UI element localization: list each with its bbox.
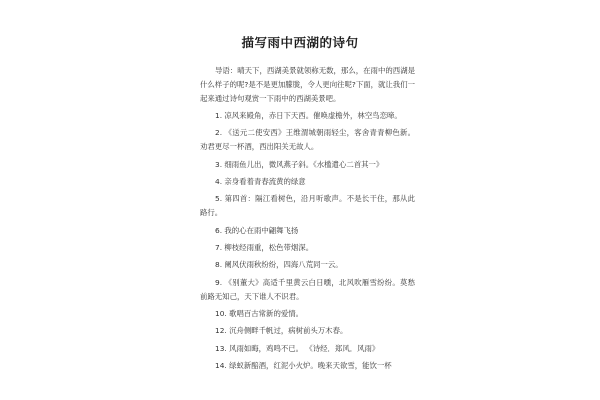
poem-line-13: 13. 风雨如晦，鸡鸣不已。 《诗经．郑风．风雨》 <box>215 343 380 353</box>
poem-line-9: 9. 《别董大》高适千里黄云白日曛，北风吹雁雪纷纷。莫愁前路无知己，天下谁人不识君。 <box>200 277 415 301</box>
poem-line-10: 10. 歌唱百古常新的爱情。 <box>215 308 304 318</box>
poem-line-3: 3. 细雨鱼儿出，微风燕子斜。《水槛遣心二首其一》 <box>215 159 384 169</box>
document-body <box>200 64 415 373</box>
poem-line-12: 12. 沉舟侧畔千帆过，病树前头万木春。 <box>215 326 348 336</box>
poem-line-7: 7. 柳枝经雨重，松色带烟深。 <box>215 242 314 252</box>
poem-line-1: 1. 凉风来殿角，赤日下天西。催唤虚檐外，林空鸟恋啼。 <box>215 110 402 120</box>
intro-paragraph: 导语：晴天下，西湖美景就领称无数，那么，在雨中的西湖是什么样子的呢?是不是更加朦胧，令人更向往呢?下面，就让我们一起来通过诗句观赏一下雨中的西湖美景吧。 <box>200 66 415 103</box>
poem-line-5: 5. 第四首：隔江看树色，沿月听歌声。不是长干住，那从此路行。 <box>200 194 415 218</box>
poem-line-2: 2. 《送元二使安西》王维渭城朝雨轻尘，客舍青青柳色新。劝君更尽一杯酒，西出阳关无故人。 <box>200 128 415 152</box>
page-title: 描写雨中西湖的诗句 <box>241 35 359 50</box>
poem-line-14: 14. 绿蚁新醅酒，红泥小火炉。晚来天欲雪，能饮一杯 <box>215 361 392 371</box>
poem-line-4: 4. 亲身看着青春流黄的绿意 <box>215 176 306 186</box>
poem-line-6: 6. 我的心在雨中翩舞飞扬 <box>215 225 299 235</box>
poem-line-8: 8. 阑风伏雨秋纷纷，四海八荒同一云。 <box>215 260 343 270</box>
